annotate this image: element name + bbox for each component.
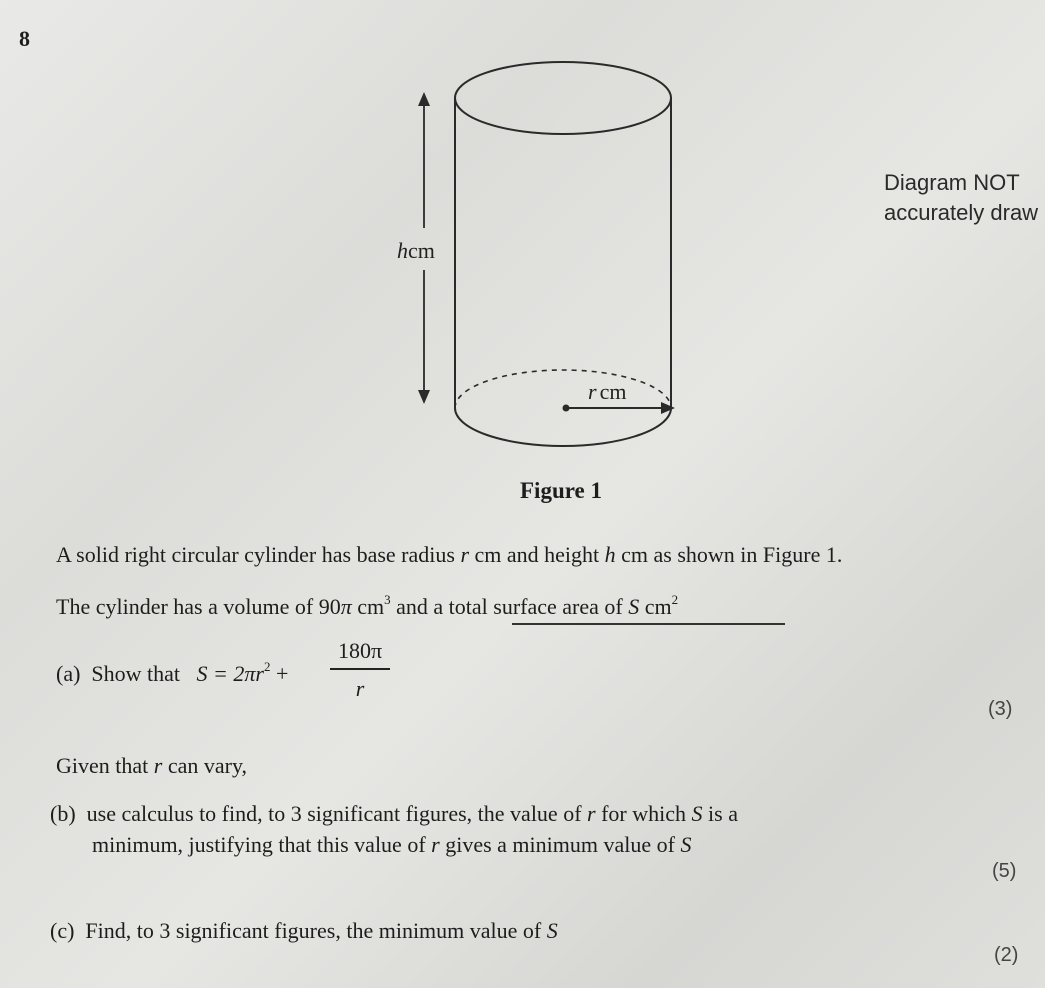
- cylinder-base-front: [455, 408, 671, 446]
- fraction-denominator: r: [355, 675, 365, 701]
- height-label: hcm: [397, 238, 435, 263]
- part-a-text: (a) Show that $S = 2\pi r^2$ +: [56, 659, 289, 686]
- part-b-line-1: (b) use calculus to find, to 3 significant figures, the value of r for which S is a: [50, 801, 738, 826]
- cylinder-base-back: [455, 370, 671, 408]
- part-a-fraction: [330, 638, 390, 702]
- height-arrow-head-up: [418, 92, 430, 106]
- center-dot: [563, 405, 570, 412]
- figure-caption: Figure 1: [520, 478, 602, 503]
- part-b-line-2: minimum, justifying that this value of r gives a minimum value of S: [92, 832, 692, 857]
- handwritten-underline: [512, 623, 785, 625]
- question-number: 8: [19, 26, 30, 51]
- part-c-text: (c) Find, to 3 significant figures, the minimum value of S: [50, 918, 558, 943]
- part-c-marks: (2): [994, 944, 1019, 966]
- fraction-numerator: 180π: [337, 638, 383, 663]
- given-line: Given that r can vary,: [56, 753, 248, 778]
- height-arrow-head-down: [418, 390, 430, 404]
- fraction-bar: [330, 668, 390, 670]
- radius-arrow-head: [661, 402, 675, 414]
- cylinder-top-ellipse: [455, 62, 671, 134]
- radius-label: r cm: [588, 379, 627, 404]
- intro-line-2: The cylinder has a volume of 90π $cm^3$ and a total surface area of S $cm^2$: [56, 592, 679, 619]
- diagram-note-line2: accurately draw: [884, 200, 1039, 225]
- part-a-marks: (3): [988, 698, 1013, 720]
- part-b-marks: (5): [992, 860, 1017, 882]
- diagram-note-line1: Diagram NOT: [884, 170, 1020, 195]
- intro-line-1: A solid right circular cylinder has base radius r cm and height h cm as shown in Figure 1.: [56, 542, 843, 567]
